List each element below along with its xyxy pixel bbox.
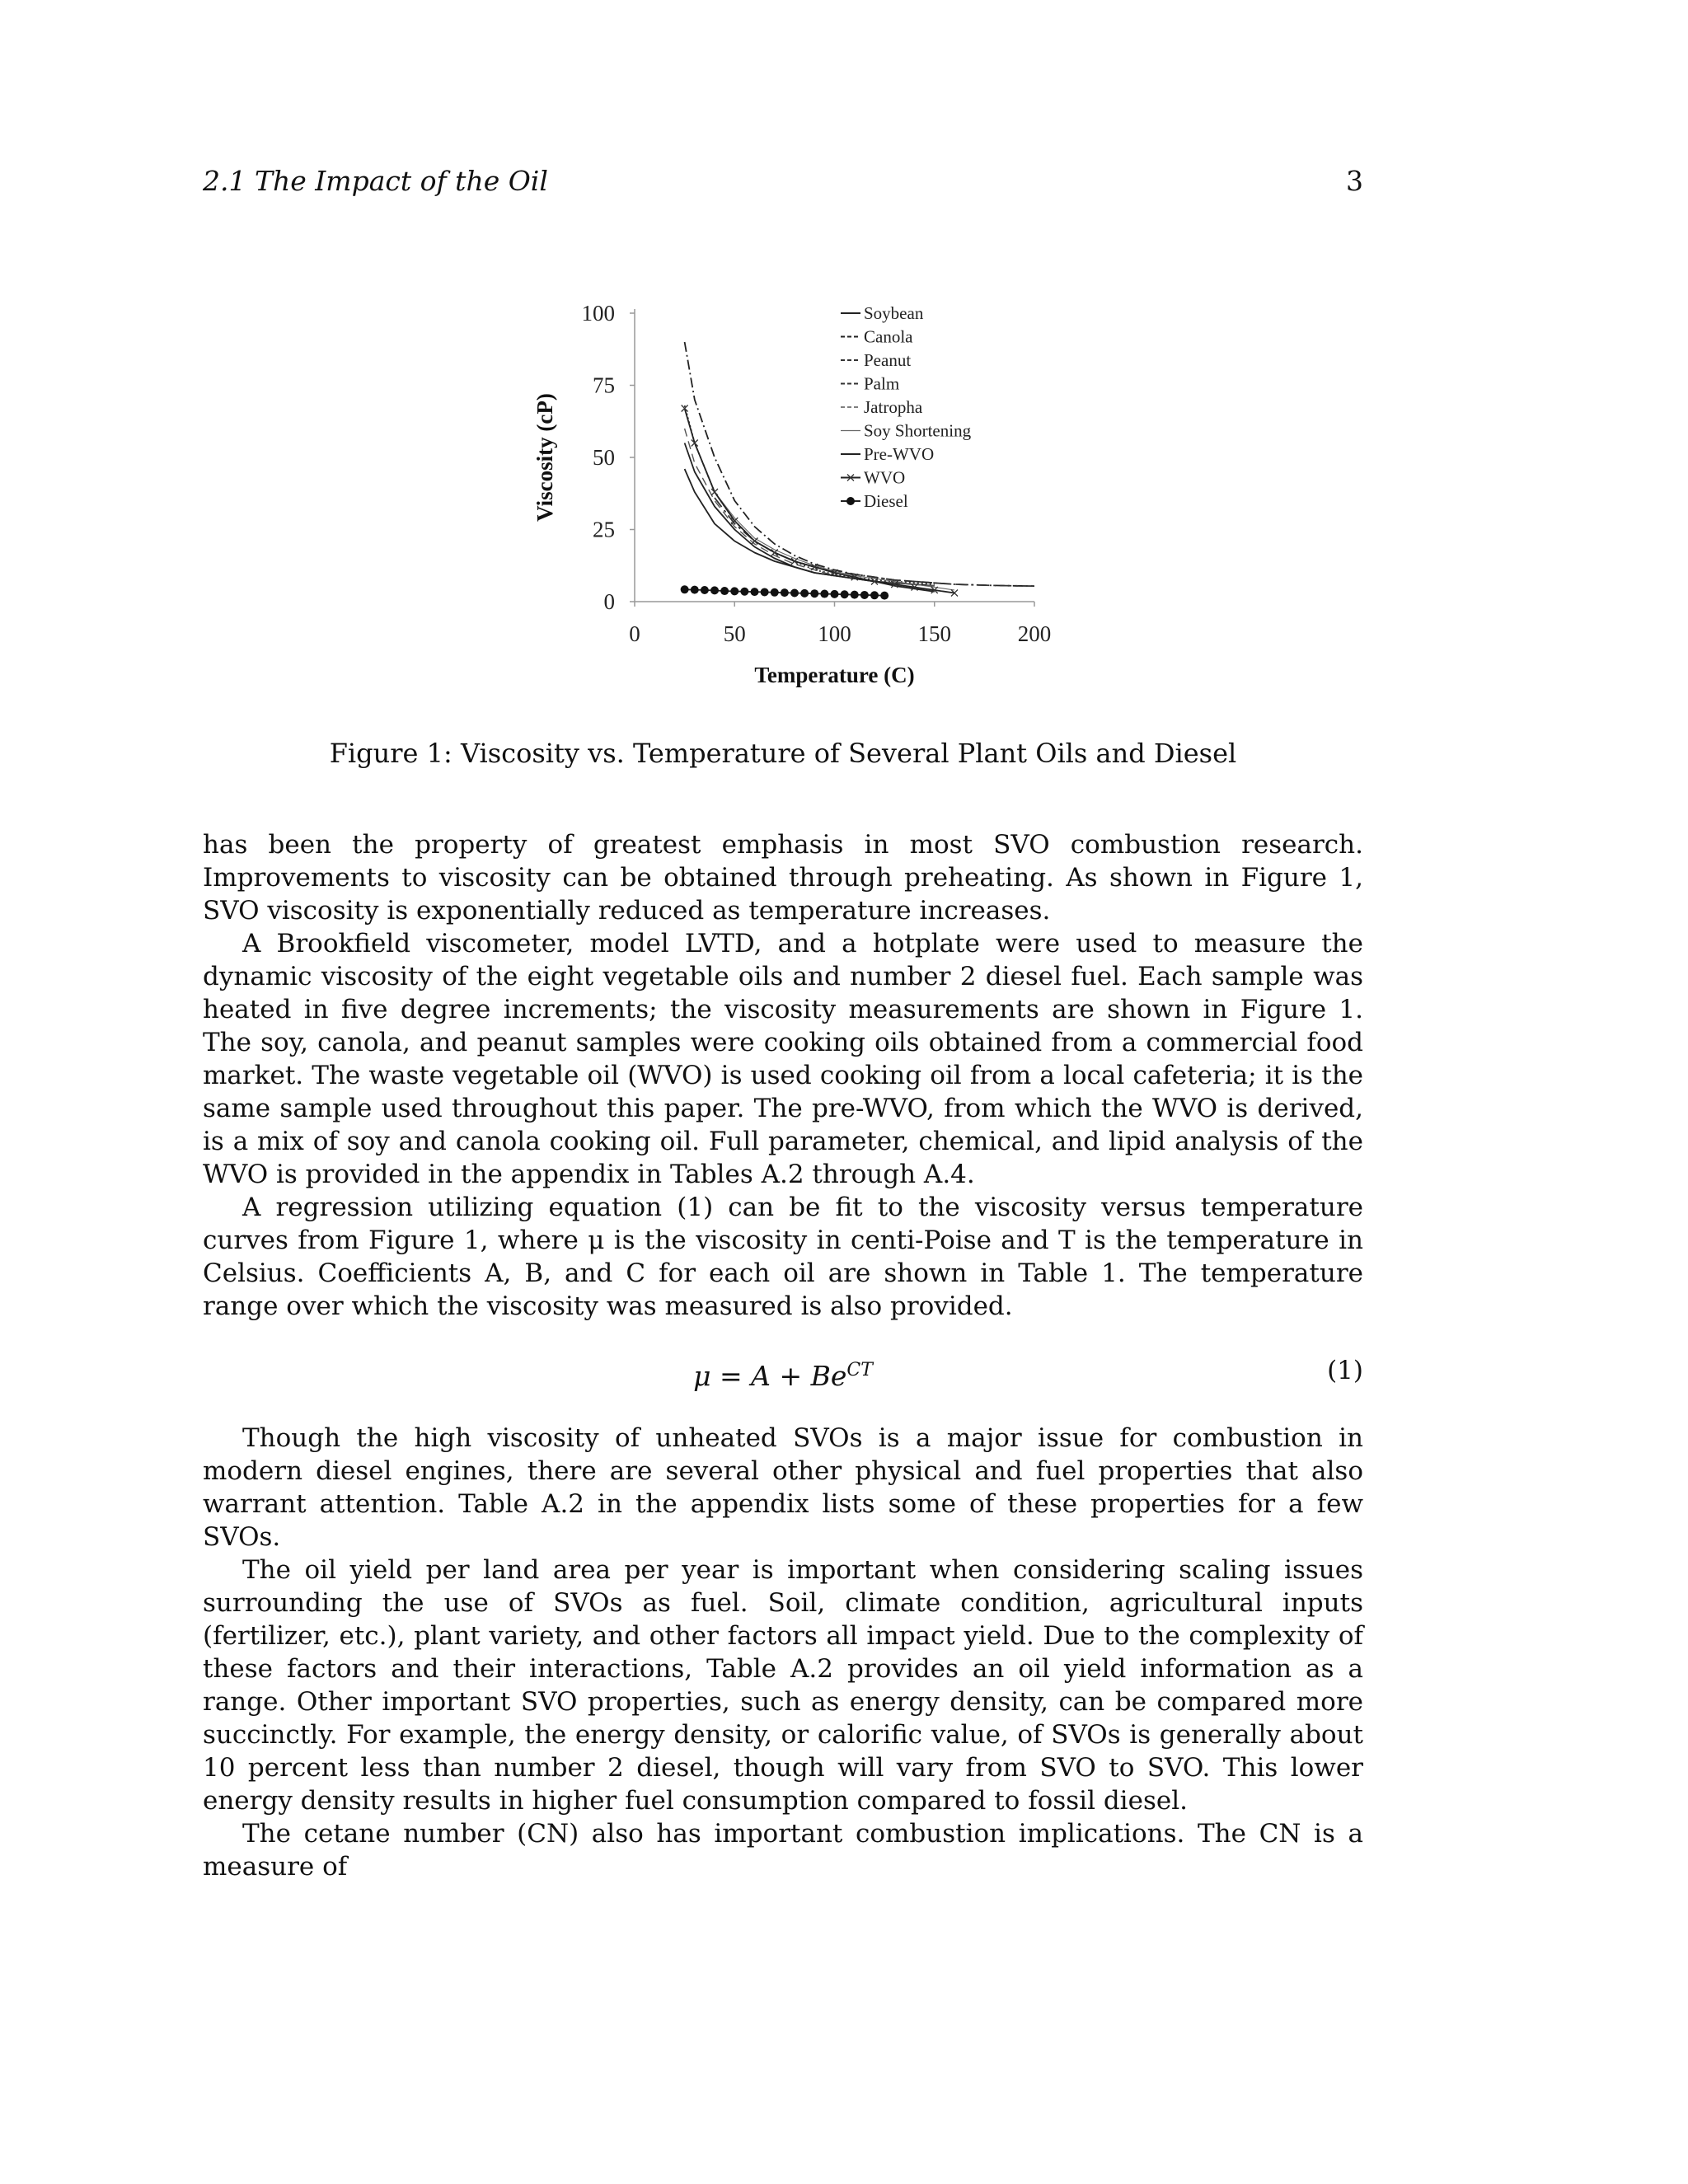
diesel-point: [810, 589, 818, 598]
diesel-point: [831, 590, 839, 598]
x-tick-label: 200: [1017, 621, 1052, 646]
page-number: 3: [1346, 165, 1363, 197]
equation-exponent: CT: [846, 1360, 873, 1380]
x-tick-label: 150: [917, 621, 951, 646]
y-tick-label: 25: [593, 517, 615, 542]
y-tick-label: 50: [593, 445, 615, 470]
x-tick-label: 0: [629, 621, 640, 646]
legend-label-canola: Canola: [864, 326, 913, 347]
diesel-point: [790, 589, 799, 598]
paragraph: A regression utilizing equation (1) can be fit to the viscosity versus temperature curves from Figure 1, where μ is the viscosity in centi-Poise and T is the temperature in Celsius. Coefficients A, B, and C for each oil are shown in Table 1. The temperature range over which the viscosity was measured is also provided.: [203, 1193, 1363, 1321]
legend-label-peanut: Peanut: [864, 350, 912, 370]
diesel-point: [701, 586, 709, 594]
diesel-point: [681, 585, 689, 593]
paragraph: The oil yield per land area per year is important when considering scaling issues surrounding the use of SVOs as fuel. Soil, climate condition, agricultural inputs (fertilizer, etc.), plant variety, and other factors all impact yield. Due to the complexity of these factors and their interactions, Table A.2 provides an oil yield information as a range. Other important SVO properties, such as energy density, can be compared more succinctly. For example, the energy density, or calorific value, of SVOs is generally about 10 percent less than number 2 diesel, though will vary from SVO to SVO. This lower energy density results in higher fuel consumption compared to fossil diesel.: [203, 1555, 1363, 1816]
x-tick-label: 100: [818, 621, 851, 646]
paragraph: has been the property of greatest emphasis in most SVO combustion research. Improvements to viscosity can be obtained through preheating. As shown in Figure 1, SVO viscosity is exponentially reduced as temperature increases.: [203, 830, 1363, 926]
diesel-point: [851, 591, 859, 599]
legend-label-wvo: WVO: [864, 467, 906, 488]
equation-body: [203, 1354, 1363, 1393]
diesel-point: [880, 592, 889, 600]
legend-label-palm: Palm: [864, 373, 900, 394]
legend-label-soybean: Soybean: [864, 303, 924, 323]
body-text: [203, 828, 1363, 1883]
legend-label-soy-shortening: Soy Shortening: [864, 420, 972, 441]
y-tick-label: 100: [581, 301, 615, 326]
y-tick-label: 75: [593, 373, 615, 398]
viscosity-chart: [486, 288, 1080, 709]
diesel-point: [800, 589, 809, 598]
diesel-point: [771, 588, 779, 597]
diesel-point: [751, 588, 759, 596]
legend-label-pre-wvo: Pre-WVO: [864, 444, 935, 464]
figure-caption: Figure 1: Viscosity vs. Temperature of Several Plant Oils and Diesel: [329, 738, 1237, 769]
paragraph: A Brookfield viscometer, model LVTD, and a hotplate were used to measure the dynamic viscosity of the eight vegetable oils and number 2 diesel fuel. Each sample was heated in five degree increments; the viscosity measurements are shown in Figure 1. The soy, canola, and peanut samples were cooking oils obtained from a commercial food market. The waste vegetable oil (WVO) is used cooking oil from a local cafeteria; it is the same sample used throughout this paper. The pre-WVO, from which the WVO is derived, is a mix of soy and canola cooking oil. Full parameter, chemical, and lipid analysis of the WVO is provided in the appendix in Tables A.2 through A.4.: [203, 929, 1363, 1189]
paragraph: Though the high viscosity of unheated SVOs is a major issue for combustion in modern diesel engines, there are several other physical and fuel properties that also warrant attention. Table A.2 in the appendix lists some of these properties for a few SVOs.: [203, 1423, 1363, 1552]
diesel-point: [740, 588, 748, 596]
diesel-point: [761, 588, 769, 596]
diesel-point: [730, 587, 738, 595]
section-title: 2.1 The Impact of the Oil: [203, 165, 548, 197]
x-axis-title: Temperature (C): [754, 663, 915, 687]
legend-marker-diesel: [846, 497, 855, 505]
wvo-point: [711, 489, 718, 495]
diesel-point: [781, 588, 789, 597]
y-tick-label: 0: [603, 589, 615, 614]
equation: [203, 1323, 1363, 1422]
paragraph: The cetane number (CN) also has important combustion implications. The CN is a measure of: [203, 1819, 1363, 1882]
diesel-point: [720, 587, 729, 595]
series-line-canola: [685, 342, 1034, 586]
x-tick-label: 50: [723, 621, 746, 646]
diesel-point: [841, 590, 849, 598]
series-line-palm: [715, 498, 1034, 586]
diesel-point: [870, 591, 879, 599]
running-head: [203, 165, 1363, 206]
diesel-point: [691, 586, 699, 594]
y-axis-title: Viscosity (cP): [532, 393, 557, 522]
series-line-soybean: [685, 443, 935, 586]
diesel-point: [820, 590, 828, 598]
chart-canvas: [486, 288, 1080, 709]
equation-number: (1): [1327, 1356, 1363, 1385]
legend-label-diesel: Diesel: [864, 491, 908, 511]
equation-lhs: μ = A + Be: [693, 1360, 847, 1392]
diesel-point: [860, 591, 869, 599]
legend-label-jatropha: Jatropha: [864, 397, 923, 417]
diesel-point: [710, 586, 719, 594]
